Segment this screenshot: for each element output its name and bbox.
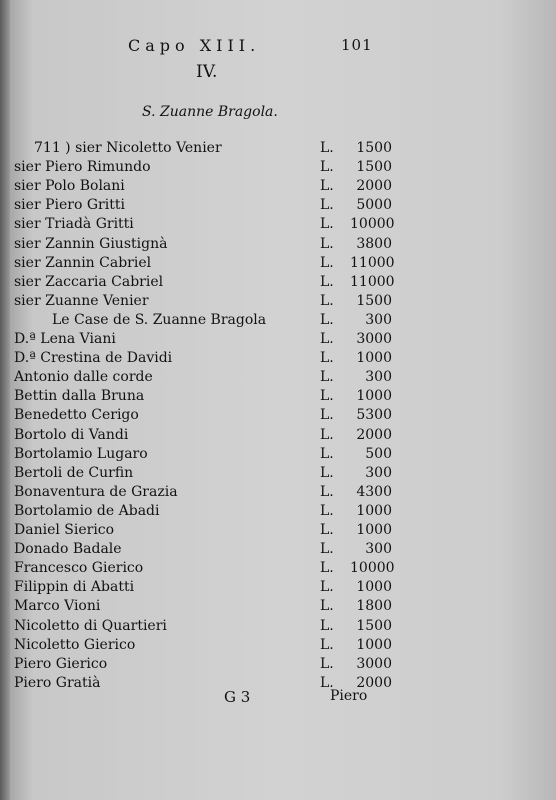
entry-unit: L.	[320, 178, 334, 194]
entry-name: Bortolo di Vandi	[14, 427, 129, 443]
entry-amount: 1500	[356, 618, 392, 634]
entry-amount: 1000	[356, 388, 392, 404]
entry-unit: L.	[320, 236, 334, 252]
entry-amount: 11000	[350, 274, 395, 290]
entry-row	[0, 312, 556, 331]
entry-name: Bettin dalla Bruna	[14, 388, 145, 404]
entry-row	[0, 541, 556, 560]
entry-unit: L.	[320, 216, 334, 232]
entry-row	[0, 407, 556, 426]
entry-amount: 3000	[356, 656, 392, 672]
entry-name: Bonaventura de Grazia	[14, 484, 178, 500]
entry-unit: L.	[320, 407, 334, 423]
entry-name: sier Piero Gritti	[14, 197, 125, 213]
entry-name: Bortolamio de Abadi	[14, 503, 160, 519]
section-title: S. Zuanne Bragola.	[142, 104, 278, 120]
entry-amount: 300	[365, 312, 392, 328]
entry-unit: L.	[320, 274, 334, 290]
entry-row	[0, 560, 556, 579]
entry-name: Nicoletto di Quartieri	[14, 618, 167, 634]
entry-unit: L.	[320, 656, 334, 672]
page-footer	[0, 688, 556, 708]
entry-row	[0, 618, 556, 637]
entry-row	[0, 331, 556, 350]
catchword: Piero	[330, 688, 368, 704]
entry-name: sier Polo Bolani	[14, 178, 125, 194]
entry-row	[0, 579, 556, 598]
entry-unit: L.	[320, 503, 334, 519]
entry-amount: 300	[365, 465, 392, 481]
entry-unit: L.	[320, 579, 334, 595]
entry-row	[0, 503, 556, 522]
entry-amount: 500	[365, 446, 392, 462]
entry-row	[0, 465, 556, 484]
entry-unit: L.	[320, 159, 334, 175]
entry-unit: L.	[320, 484, 334, 500]
entry-unit: L.	[320, 560, 334, 576]
entry-unit: L.	[320, 446, 334, 462]
entry-amount: 1000	[356, 579, 392, 595]
entry-unit: L.	[320, 618, 334, 634]
entry-amount: 4300	[356, 484, 392, 500]
entry-amount: 2000	[356, 427, 392, 443]
entry-unit: L.	[320, 465, 334, 481]
section-number: IV.	[196, 62, 218, 82]
entry-row	[0, 159, 556, 178]
entry-name: Piero Gierico	[14, 656, 108, 672]
entry-amount: 1000	[356, 503, 392, 519]
entry-amount: 1500	[356, 159, 392, 175]
entry-unit: L.	[320, 331, 334, 347]
entry-row	[0, 236, 556, 255]
entry-amount: 1000	[356, 522, 392, 538]
entry-name: Antonio dalle corde	[14, 369, 153, 385]
entry-row	[0, 255, 556, 274]
entry-name: Marco Vioni	[14, 598, 101, 614]
entry-amount: 1000	[356, 637, 392, 653]
entry-name: sier Zannin Cabriel	[14, 255, 152, 271]
entry-name: Francesco Gierico	[14, 560, 144, 576]
entry-row	[0, 293, 556, 312]
entry-unit: L.	[320, 598, 334, 614]
entry-amount: 1500	[356, 140, 392, 156]
entry-unit: L.	[320, 675, 334, 691]
entry-row	[0, 522, 556, 541]
entry-row	[0, 350, 556, 369]
entry-unit: L.	[320, 197, 334, 213]
entry-amount: 3000	[356, 331, 392, 347]
entry-name: Nicoletto Gierico	[14, 637, 136, 653]
entry-row	[0, 637, 556, 656]
entry-amount: 300	[365, 541, 392, 557]
entry-name: Donado Badale	[14, 541, 122, 557]
entry-row	[0, 197, 556, 216]
entry-amount: 3800	[356, 236, 392, 252]
entry-amount: 10000	[350, 216, 395, 232]
entry-row	[0, 656, 556, 675]
entry-name: Daniel Sierico	[14, 522, 115, 538]
entry-name: Filippin di Abatti	[14, 579, 135, 595]
entry-name: sier Zuanne Venier	[14, 293, 149, 309]
entry-unit: L.	[320, 140, 334, 156]
entry-row	[0, 484, 556, 503]
running-header	[0, 36, 556, 56]
entry-row	[0, 216, 556, 235]
entry-unit: L.	[320, 369, 334, 385]
entry-name: sier Zaccaria Cabriel	[14, 274, 164, 290]
entry-name: D.ª Lena Viani	[14, 331, 116, 347]
entry-row	[0, 140, 556, 159]
entry-unit: L.	[320, 541, 334, 557]
entry-unit: L.	[320, 388, 334, 404]
entry-row	[0, 388, 556, 407]
entry-amount: 5000	[356, 197, 392, 213]
entry-unit: L.	[320, 637, 334, 653]
entry-name: Bortolamio Lugaro	[14, 446, 148, 462]
entry-unit: L.	[320, 522, 334, 538]
entry-row	[0, 274, 556, 293]
signature-mark: G 3	[224, 688, 251, 706]
entry-amount: 300	[365, 369, 392, 385]
entry-amount: 5300	[356, 407, 392, 423]
entry-name: 711 ) sier Nicoletto Venier	[34, 140, 222, 156]
entry-row	[0, 178, 556, 197]
entry-unit: L.	[320, 293, 334, 309]
entry-unit: L.	[320, 312, 334, 328]
entry-amount: 1000	[356, 350, 392, 366]
entry-unit: L.	[320, 255, 334, 271]
entry-name: D.ª Crestina de Davidi	[14, 350, 173, 366]
page-number: 101	[341, 36, 373, 54]
entry-amount: 11000	[350, 255, 395, 271]
entry-name: Bertoli de Curfin	[14, 465, 134, 481]
entry-amount: 2000	[356, 178, 392, 194]
entry-row	[0, 369, 556, 388]
entry-name: sier Zannin Giustignà	[14, 236, 168, 252]
entry-row	[0, 427, 556, 446]
entry-amount: 1800	[356, 598, 392, 614]
entry-name: Piero Gratià	[14, 675, 101, 691]
entry-unit: L.	[320, 427, 334, 443]
entry-name: sier Piero Rimundo	[14, 159, 151, 175]
entry-name: Le Case de S. Zuanne Bragola	[52, 312, 267, 328]
entry-name: sier Triadà Gritti	[14, 216, 134, 232]
entry-amount: 10000	[350, 560, 395, 576]
entry-row	[0, 446, 556, 465]
chapter-heading: Capo XIII.	[128, 36, 261, 55]
entry-amount: 2000	[356, 675, 392, 691]
entry-name: Benedetto Cerigo	[14, 407, 139, 423]
entry-amount: 1500	[356, 293, 392, 309]
entry-unit: L.	[320, 350, 334, 366]
entry-row	[0, 598, 556, 617]
